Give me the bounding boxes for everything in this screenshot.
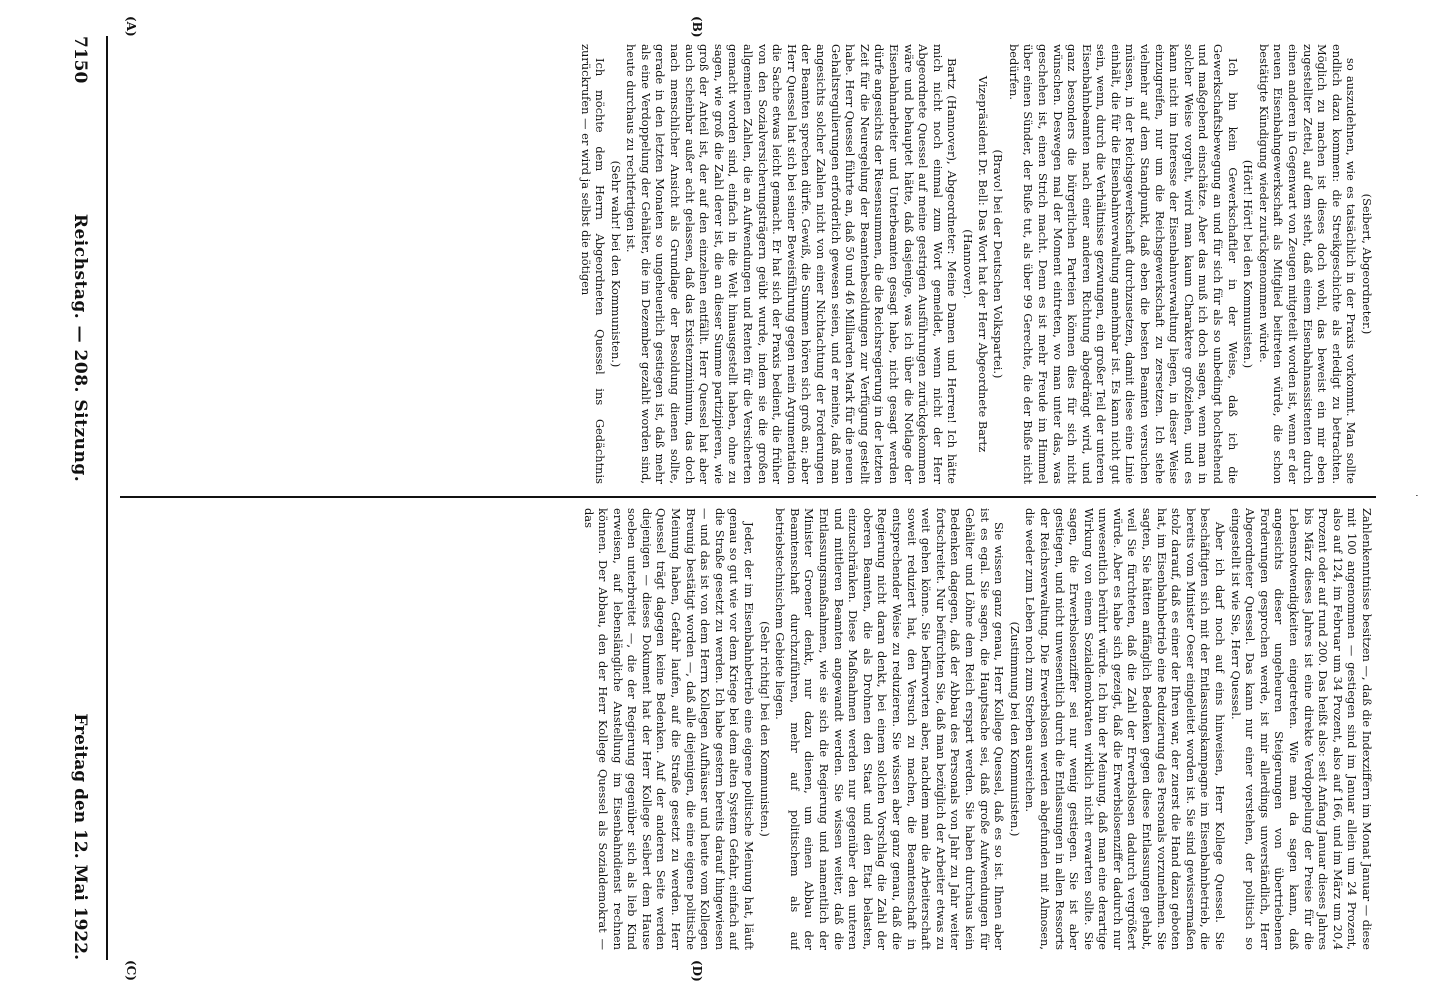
chair-remark: Vizepräsident Dr. Bell: Das Wort hat der Herr Abgeordnete Bartz (Hannover). [960,75,990,453]
left-column [122,44,1374,484]
speaker-continuation: (Seibert, Abgeordneter.) [1360,193,1374,335]
running-header [60,36,100,960]
session-date: Freitag den 12. Mai 1922. [70,713,90,960]
paragraph: so auszudehnen, wie es tatsächlich in der Praxis vorkommt. Man sollte endlich dazu kommen: die Streikgeschichte als erledigt zu betrachten. Möglich zu machen ist dieses doch wohl, das beweist ein mir eben zugestellter Zettel, auf dem steht, daß einem Eisenbahnassistenten durch einen anderen in Gegenwart von Zeugen mitgeteilt worden ist, wenn er der neuen Eisenbahngewerkschaft als Mitglied beitreten würde, die schon bestätigte Kündigung wieder zurückgenommen würde. [1256,44,1359,484]
paragraph: Ich möchte dem Herrn Abgeordneten Quessel ins Gedächtnis zurückrufen — er wird ja selbst die nötigen [578,44,608,484]
margin-marker-d: (D) [690,960,704,982]
paragraph: Jeder, der im Eisenbahnbetrieb eine eigene politische Meinung hat, läuft genau so gut wie vor dem Kriege bei dem alten System Gefahr, einfach auf die Straße gesetzt zu werden. Ich habe gestern bereits darauf hingewiesen — und das ist von dem Herrn Kollegen Aufhäuser und heute vom Kollegen Breunig bestätigt worden —, daß alle diejenigen, die eine eigene politische Meinung haben, Gefahr laufen, auf die Straße gesetzt zu werden. Herr Quessel trägt dagegen keine Bedenken. Auf der anderen Seite werden diejenigen — dieses Dokument hat der Herr Kollege Seibert dem Hause soeben unterbreitet —, die der Regierung gegenüber sich als lieb Kind erweisen, auf lebenslängliche Anstellung im Eisenbahndienst rechnen können. Der Abbau, den der Herr Kollege Quessel als Sozialdemokrat — das [581,508,757,950]
paragraph: Bartz (Hannover), Abgeordneter: Meine Damen und Herren! Ich hätte mich nicht noch einmal zum Wort gemeldet, wenn nicht der Herr Abgeordnete Quessel auf meine gestrigen Ausführungen zurückgekommen wäre und behauptet hätte, daß dasjenige, was ich über die Notlage der Eisenbahnarbeiter und Unterbeamten gesagt habe, nicht gesagt werden dürfe angesichts der Riesensummen, die die Reichsregierung in der letzten Zeit für die Neuregelung der Beamtenbesoldungen zur Verfügung gestellt habe. Herr Quessel führte an, daß 50 und 46 Milliarden Mark für die neuen Gehaltsregulierungen erforderlich gewesen seien, und er meinte, daß man angesichts solcher Zahlen nicht von einer Nichtachtung der Forderungen der Beamten sprechen dürfe. Gewiß, die Summen hören sich groß an; aber Herr Quessel hat sich bei seiner Beweisführung gegen mein Argumentation die Sache etwas leicht gemacht. Er hat sich der Praxis bedient, die früher von den Sozialversicherungsträgern geübt wurde, indem sie die großen allgemeinen Zahlen, die an Aufwendungen und Renten für die Versicherten gemacht worden sind, einfach in die Welt hinausgestellt haben, ohne zu sagen, wie groß die Zahl derer ist, die an dieser Summe partizipieren, wie groß der Anteil ist, der auf den einzelnen entfällt. Herr Quessel hat aber auch scheinbar außer acht gelassen, daß das Existenzminimum, das doch nach menschlicher Ansicht als Grundlage der Besoldung dienen sollte, gerade in den letzten Monaten so ungeheuerlich gestiegen ist, daß mehr als eine Verdoppelung der Gehälter, die im Dezember gezahlt worden sind, heute durchaus zu rechtfertigen ist. [624,44,960,484]
page-number: 7150 [70,36,90,84]
header-rule [106,36,108,960]
interjection: (Bravo! bei der Deutschen Volkspartei.) [991,149,1006,379]
interjection: (Sehr wahr! bei den Kommunisten.) [608,160,623,368]
paragraph: Aber ich darf noch auf eins hinweisen, Herr Kollege Quessel. Sie beschäftigten sich mit der Entlassungskampagne im Eisenbahnbetrieb, die bereits vom Minister Oeser eingeleitet worden ist. Sie sind gewissermaßen stolz darauf, daß es einer der Ihren war, der zuerst die Hand dazu geboten hat, im Eisenbahnbetrieb eine Reduzierung des Personals vorzunehmen. Sie sagten, Sie hätten anfänglich Bedenken gegen diese Entlassungen gehabt, weil Sie fürchteten, daß die Zahl der Erwerbslosen dadurch vergrößert würde. Aber es habe sich gezeigt, daß die Erwerbslosenziffer dadurch nur unwesentlich berührt würde. Ich bin der Meinung, daß man eine derartige Wirkung von einem Sozialdemokraten wirklich nicht erwarten sollte. Sie sagen, die Erwerbslosenziffer sei nur wenig gestiegen. Sie ist aber gestiegen, und nicht unwesentlich durch die Entlassungen in allen Ressorts der Reichsverwaltung. Die Erwerbslosen werden abgefunden mit Almosen, die weder zum Leben noch zum Sterben ausreichen. [1023,508,1228,950]
right-column [122,508,1374,950]
margin-marker-a: (A) [124,16,138,37]
interjection: (Zustimmung bei den Kommunisten.) [1007,621,1022,837]
margin-marker-b: (B) [690,16,704,38]
column-divider [120,496,1376,498]
interjection: (Sehr richtig! bei den Kommunisten.) [757,621,772,837]
paragraph: Zahlenkenntnisse besitzen —, daß die Indexziffern im Monat Januar — diese mit 100 angenommen — gestiegen sind im Januar allein um 24 Prozent, also auf 124, im Februar um 34 Prozent, also auf 166, und im März um 20,4 Prozent oder auf rund 200. Das heißt also: seit Anfang Januar dieses Jahres bis März dieses Jahres ist eine direkte Verdoppelung der Preise für die Lebensnotwendigkeiten eingetreten. Wie man da sagen kann, daß angesichts dieser ungeheuren Steigerungen von übertriebenen Forderungen gesprochen werde, ist mir allerdings unverständlich, Herr Abgeordneter Quessel. Das kann nur einer verstehen, der politisch so eingestellt ist wie Sie, Herr Quessel. [1228,508,1374,950]
digitization-credit: · [1412,493,1424,498]
paragraph: Sie wissen ganz genau, Herr Kollege Quessel, daß es so ist. Ihnen aber ist es egal. Sie sagen, die Hauptsache sei, daß große Aufwendungen für Gehälter und Löhne dem Reich erspart werden. Sie haben durchaus kein Bedenken dagegen, daß der Abbau des Personals von Jahr zu Jahr weiter fortschreitet. Nur befürchten Sie, daß man bezüglich der Arbeiter etwas zu weit gehen könne. Sie befürworten aber, nachdem man die Arbeiterschaft soweit reduziert hat, den Versuch zu machen, die Beamtenschaft in entsprechender Weise zu reduzieren. Sie wissen aber ganz genau, daß die Regierung nicht daran denkt, bei einem solchen Vorschlag die Zahl der oberen Beamten, die als Drohnen den Staat und den Etat belasten, einzuschränken. Diese Maßnahmen werden nur gegenüber den unteren und mittleren Beamten angewandt werden. Sie wissen weiter, daß die Entlassungsmaßnahmen, wie sie sich die Regierung und namentlich der Minister Groener denkt, nur dazu dienen, um einen Abbau der Beamtenschaft durchzuführen, mehr auf politischem als auf betriebstechnischem Gebiete liegen. [773,508,1007,950]
interjection: (Hört! Hört! bei den Kommunisten.) [1241,159,1256,369]
paragraph: Ich bin kein Gewerkschaftler in der Weise, daß ich die Gewerkschaftsbewegung an und für sich für als so unbedingt hochstehend und maßgebend einschätze. Aber das muß ich doch sagen, wenn man in solcher Weise vorgeht, wird man kaum Charaktere großziehen, und es kann nicht im Interesse der Eisenbahnverwaltung liegen, in dieser Weise einzugreifen, nur um die Reichsgewerkschaft zu zersetzen. Ich stehe vielmehr auf dem Standpunkt, daß eben die besten Beamten versuchen müssen, in der Reichsgewerkschaft durchzusetzen, damit diese eine Linie einhält, die für die Eisenbahnverwaltung annehmbar ist. Es kann nicht gut sein, wenn, durch die Verhältnisse gezwungen, ein großer Teil der unteren Eisenbahnbeamten nach einer anderen Richtung abgedrängt wird, und ganz besonders die bürgerlichen Parteien können dies für sich nicht wünschen. Deswegen mal der Moment eintreten, wo man unter das, was geschehen ist, einen Strich macht. Denn es ist mehr Freude im Himmel über einen Sünder, der Buße tut, als über 99 Gerechte, die der Buße nicht bedürfen. [1006,44,1240,484]
session-title: Reichstag. — 208. Sitzung. [70,213,90,483]
margin-marker-c: (C) [124,960,138,981]
